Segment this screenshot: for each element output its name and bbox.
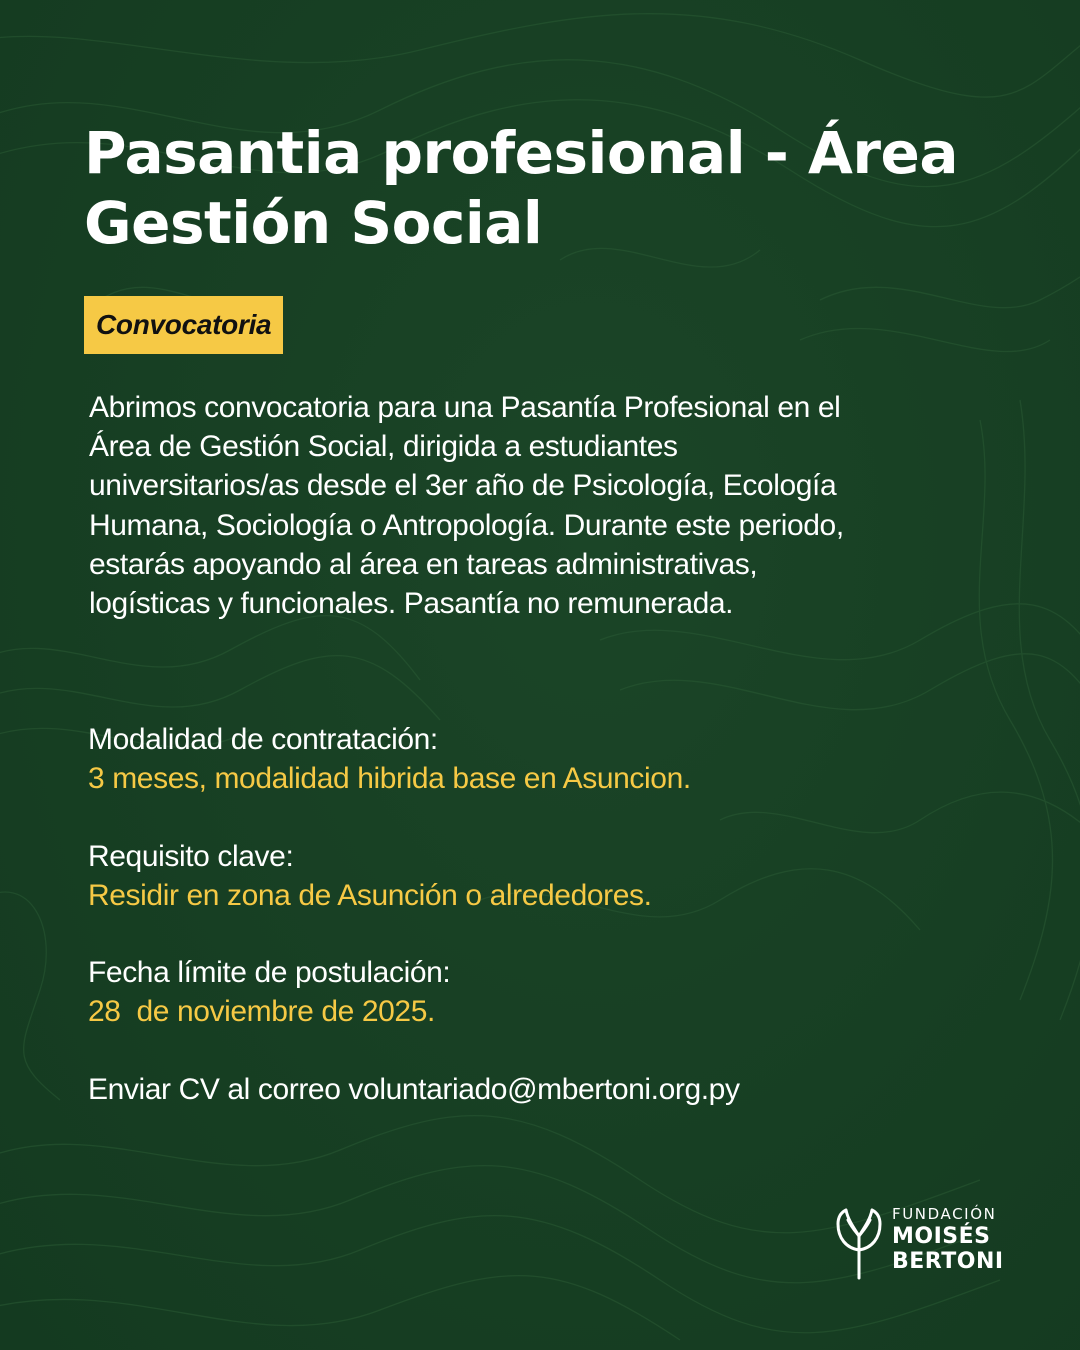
logo-line-moises: MOISÉS	[892, 1224, 991, 1249]
page-title	[84, 118, 1004, 258]
deadline-label: Fecha límite de postulación:	[88, 956, 451, 989]
deadline-value: 28 de noviembre de 2025.	[88, 995, 435, 1028]
description-line: Abrimos convocatoria para una Pasantía Profesional en el	[89, 391, 841, 424]
title-line: Pasantia profesional - Área	[84, 119, 959, 187]
leaf-sprout-icon	[834, 1206, 884, 1280]
description-line: Humana, Sociología o Antropología. Durante este periodo,	[89, 508, 844, 542]
deadline-info	[88, 953, 450, 1031]
logo-line-fundacion: FUNDACIÓN	[892, 1205, 997, 1223]
convocatoria-badge: Convocatoria	[84, 296, 283, 354]
logo-line-bertoni: BERTONI	[892, 1249, 1004, 1274]
modality-label: Modalidad de contratación:	[88, 723, 438, 756]
logo-wordmark	[892, 1204, 1004, 1274]
description-line: logísticas y funcionales. Pasantía no remunerada.	[89, 587, 734, 621]
description-line: universitarios/as desde el 3er año de Psicología, Ecología	[89, 469, 837, 503]
description-paragraph	[89, 388, 949, 623]
description-line: estarás apoyando al área en tareas administrativas,	[89, 547, 758, 581]
requirement-value: Residir en zona de Asunción o alrededores.	[88, 879, 652, 912]
description-line: Área de Gestión Social, dirigida a estudiantes	[89, 430, 678, 464]
requirement-label: Requisito clave:	[88, 840, 294, 873]
requirement-info	[88, 837, 652, 915]
contact-line: Enviar CV al correo voluntariado@mbertoni.org.py	[88, 1073, 740, 1106]
foundation-logo	[834, 1204, 1024, 1280]
title-line: Gestión Social	[84, 189, 543, 257]
modality-info	[88, 720, 691, 798]
modality-value: 3 meses, modalidad hibrida base en Asuncion.	[88, 762, 691, 795]
